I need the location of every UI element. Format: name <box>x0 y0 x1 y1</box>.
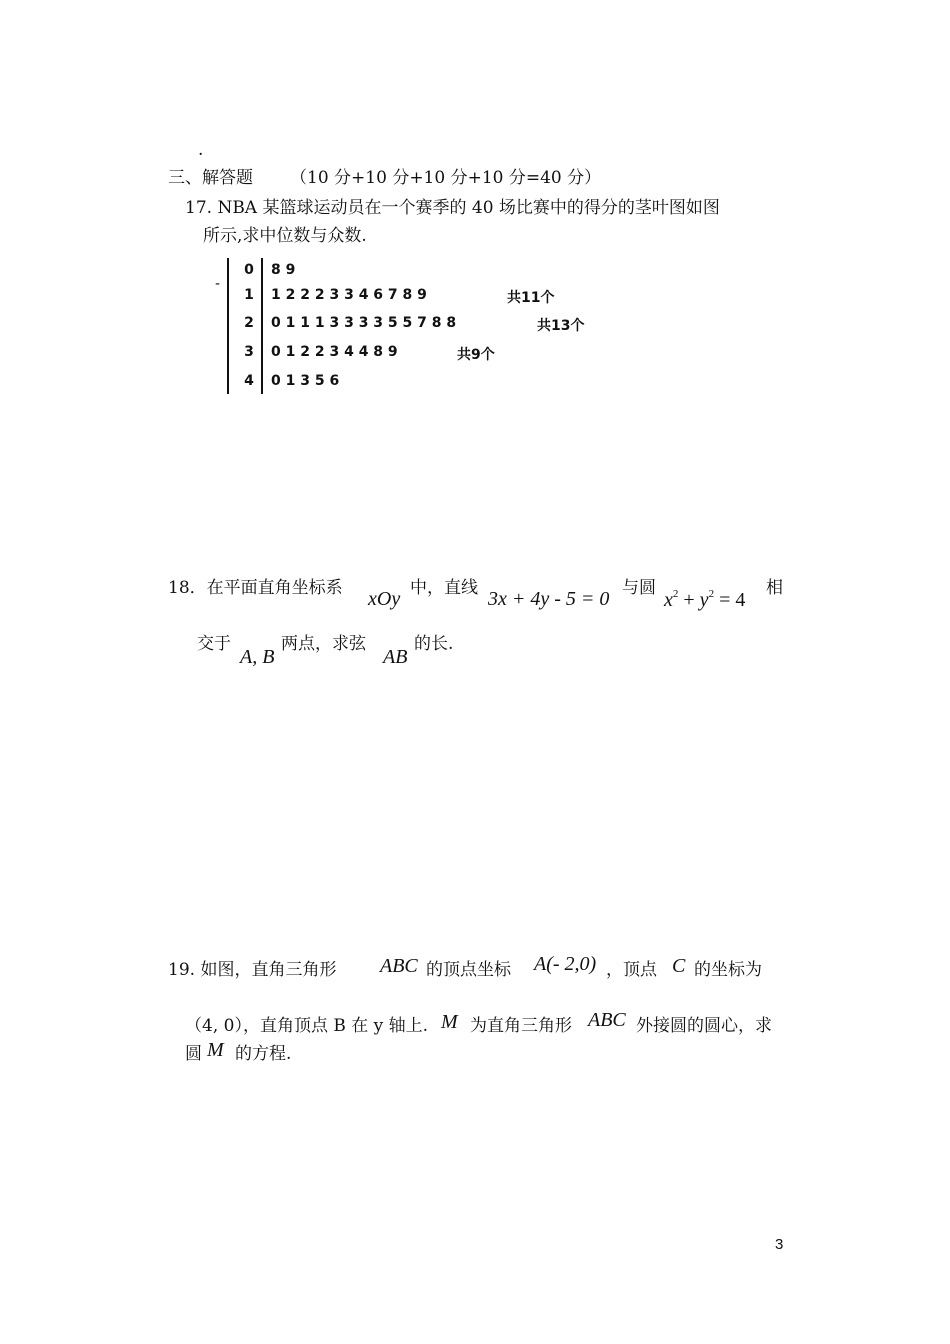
q19-text-3: ，顶点 <box>606 960 657 980</box>
q19-math-abc: ABC <box>380 955 418 977</box>
leaf-values: 0 1 1 1 3 3 3 3 5 5 7 8 8 <box>271 315 457 331</box>
stem-value: 1 <box>244 287 254 303</box>
q18-text-5: 交于 <box>197 634 231 654</box>
stem-leaf-plot <box>215 256 635 396</box>
page-number: 3 <box>775 1236 784 1253</box>
q19-text-1: 19. 如图，直角三角形 <box>168 960 337 980</box>
stem-row-1 <box>215 287 635 309</box>
leaf-values: 1 2 2 2 3 3 4 6 7 8 9 <box>271 287 427 303</box>
stem-value: 0 <box>244 262 254 278</box>
row-count-note: 共9个 <box>457 347 495 363</box>
stem-value: 3 <box>244 344 254 360</box>
q18-math-ab: AB <box>383 646 408 668</box>
q18-math-xoy: xOy <box>368 588 401 610</box>
q17-line2: 所示,求中位数与众数. <box>203 226 367 246</box>
q19-text-9: 的方程. <box>235 1044 292 1064</box>
leaf-values: 0 1 2 2 3 4 4 8 9 <box>271 344 398 360</box>
stray-dot: . <box>198 140 204 160</box>
q19-math-point-a: A(- 2,0) <box>534 953 597 975</box>
q18-text-4: 相 <box>766 578 783 598</box>
circle-y-exponent: 2 <box>708 588 715 600</box>
row-count-note: 共11个 <box>507 290 555 306</box>
leaf-values: 8 9 <box>271 262 296 278</box>
stem-value: 2 <box>244 315 254 331</box>
q19-text-4: 的坐标为 <box>694 960 762 980</box>
circle-y: y <box>699 589 709 611</box>
q18-text-7: 的长. <box>414 634 454 654</box>
circle-equals: = 4 <box>714 589 746 611</box>
plot-dash: - <box>215 276 221 292</box>
stem-row-2 <box>215 315 635 337</box>
q18-text-2: 中，直线 <box>410 578 478 598</box>
q19-text-2: 的顶点坐标 <box>426 960 511 980</box>
q19-text-5: （4, 0），直角顶点 B 在 y 轴上. <box>185 1016 429 1036</box>
row-count-note: 共13个 <box>537 318 585 334</box>
leaf-values: 0 1 3 5 6 <box>271 373 340 389</box>
q18-math-ab-points: A, B <box>240 646 275 668</box>
q19-math-c: C <box>672 955 686 977</box>
q18-text-6: 两点，求弦 <box>281 634 366 654</box>
stem-row-4 <box>215 373 635 395</box>
q18-math-line: 3x + 4y - 5 = 0 <box>488 588 610 610</box>
section-score: （10 分+10 分+10 分+10 分=40 分） <box>290 168 602 188</box>
circle-plus: + <box>678 589 700 611</box>
q18-text-3: 与圆 <box>622 578 656 598</box>
q17-line1: 17. NBA 某篮球运动员在一个赛季的 40 场比赛中的得分的茎叶图如图 <box>185 198 720 218</box>
q19-text-6: 为直角三角形 <box>470 1016 572 1036</box>
section-title: 三、解答题 <box>168 168 253 188</box>
q19-math-m-2: M <box>207 1039 224 1061</box>
circle-x: x <box>664 589 673 611</box>
q19-math-m: M <box>441 1011 458 1033</box>
q19-text-7: 外接圆的圆心，求 <box>636 1016 772 1036</box>
q18-text-1: 18．在平面直角坐标系 <box>168 578 343 598</box>
stem-row-0 <box>215 262 635 284</box>
stem-value: 4 <box>244 373 254 389</box>
circle-x-exponent: 2 <box>672 588 679 600</box>
q18-math-circle <box>664 588 745 612</box>
stem-row-3 <box>215 344 635 366</box>
q19-text-8: 圆 <box>185 1044 202 1064</box>
q19-math-abc-2: ABC <box>588 1009 626 1031</box>
